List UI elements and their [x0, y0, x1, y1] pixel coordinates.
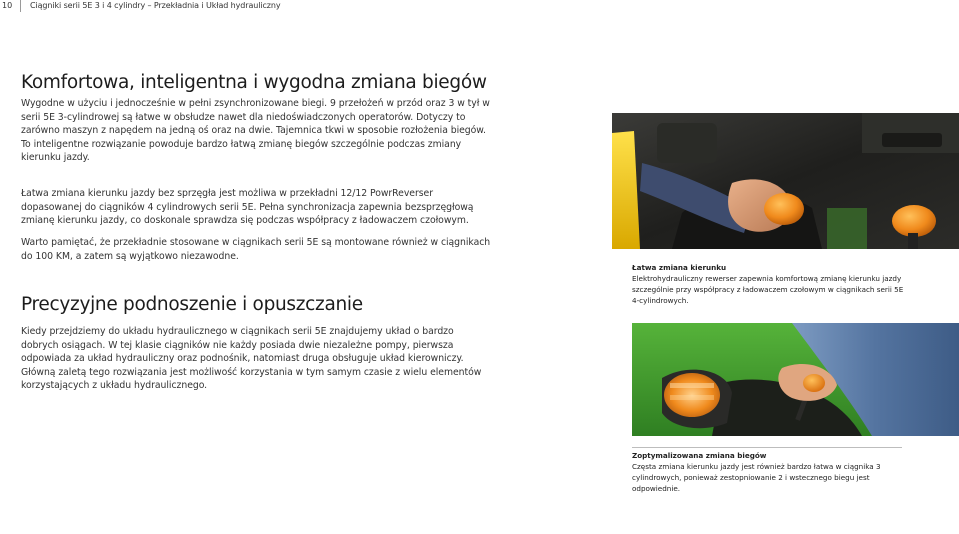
caption-gears-text: Częsta zmiana kierunku jazdy jest również bardzo łatwa w ciągnika 3 cylindrowych, ponieważ zestopniowanie 2 i wstecznego biegu jest odpowiednie. [632, 462, 881, 493]
page-header [0, 0, 959, 14]
caption-gears [632, 450, 912, 494]
section-title-hydraulics: Precyzyjne podnoszenie i opuszczanie [21, 294, 363, 315]
paragraph-gear-1: Wygodne w użyciu i jednocześnie w pełni zsynchronizowane biegi. 9 przełożeń w przód oraz 3 w tył w serii 5E 3-cylindrowej są łatwe w obsłudze nawet dla niedoświadczonych operatorów. Dotyczy to zarówno maszyn z napędem na jedną oś oraz na dwie. Tajemnica tkwi w sposobie rozłożenia biegów. To inteligentne rozwiązanie powoduje bardzo łatwą zmianę biegów szczególnie podczas zmiany kierunku jazdy. [21, 98, 490, 164]
page-number: 10 [2, 1, 13, 10]
running-title: Ciągniki serii 5E 3 i 4 cylindry – Przekładnia i Układ hydrauliczny [30, 1, 281, 10]
photo-gear-lever [632, 323, 959, 436]
caption-divider [632, 447, 902, 448]
header-divider [20, 0, 21, 12]
caption-reverser-text: Elektrohydrauliczny rewerser zapewnia komfortową zmianę kierunku jazdy szczególnie przy współpracy z ładowaczem czołowym w ciągnikach serii 5E 4-cylindrowych. [632, 274, 904, 305]
section-title-gear-shifting: Komfortowa, inteligentna i wygodna zmiana biegów [21, 72, 487, 93]
caption-reverser [632, 262, 912, 306]
caption-reverser-title: Łatwa zmiana kierunku [632, 263, 727, 272]
paragraph-gear-2: Łatwa zmiana kierunku jazdy bez sprzęgła jest możliwa w przekładni 12/12 PowrReverser dopasowanej do ciągników 4 cylindrowych serii 5E. Pełna synchronizacja zapewnia bezsprzęgłową zmianę kierunku jazdy, co doskonale sprawdza się podczas współpracy z ładowaczem czołowym. [21, 188, 474, 227]
caption-gears-title: Zoptymalizowana zmiana biegów [632, 451, 767, 460]
paragraph-gear-3: Warto pamiętać, że przekładnie stosowane w ciągnikach serii 5E są montowane również w ciągnikach do 100 KM, a zatem są wyjątkowo niezawodne. [21, 237, 491, 262]
paragraph-hydraulics-1: Kiedy przejdziemy do układu hydraulicznego w ciągnikach serii 5E znajdujemy układ o bardzo dobrych osiągach. W tej klasie ciągników nie każdy posiada dwie niezależne pompy, pierwsza odpowiada za układ hydrauliczny oraz podnośnik, natomiast druga obsługuje układ kierowniczy. Główną zaletą tego rozwiązania jest możliwość korzystania w tym samym czasie z wielu elementów korzystających z układu hydraulicznego. [21, 326, 482, 392]
photo-reverser-lever [612, 113, 959, 249]
